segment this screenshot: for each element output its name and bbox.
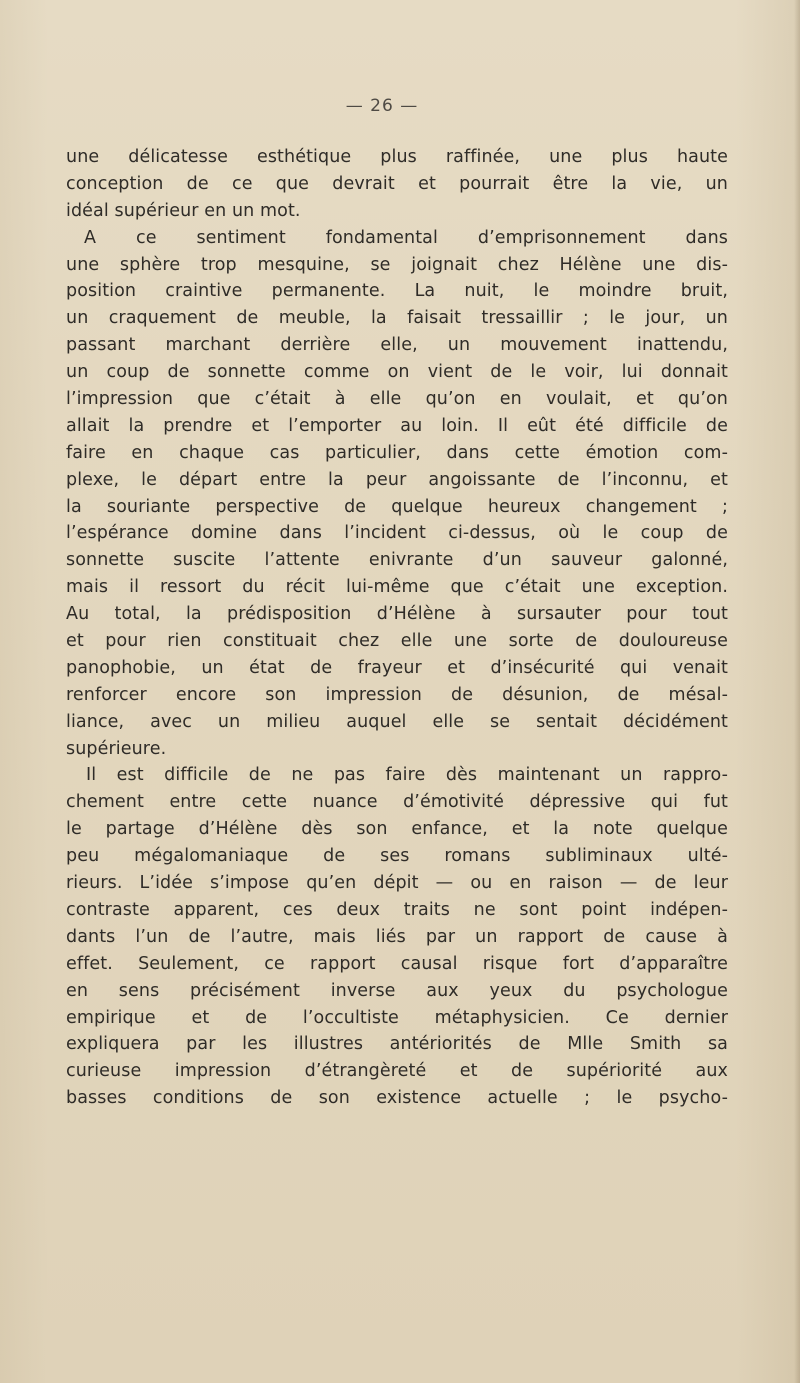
text-line: un coup de sonnette comme on vient de le voir, lui donnait — [66, 362, 728, 383]
text-line: chement entre cette nuance d’émotivité dépressive qui fut — [66, 792, 728, 813]
text-line: empirique et de l’occultiste métaphysicien. Ce dernier — [66, 1007, 728, 1028]
text-line: une sphère trop mesquine, se joignait chez Hélène une dis- — [66, 254, 728, 275]
body-text — [66, 144, 728, 1112]
text-line: allait la prendre et l’emporter au loin. Il eût été difficile de — [66, 415, 728, 436]
text-line: Il est difficile de ne pas faire dès maintenant un rappro- — [86, 765, 728, 786]
text-line: curieuse impression d’étrangèreté et de supériorité aux — [66, 1061, 728, 1082]
text-line: l’espérance domine dans l’incident ci-dessus, où le coup de — [66, 523, 728, 544]
text-line: idéal supérieur en un mot. — [66, 200, 301, 221]
text-line: panophobie, un état de frayeur et d’insécurité qui venait — [66, 657, 728, 678]
text-line: sonnette suscite l’attente enivrante d’un sauveur galonné, — [66, 550, 728, 571]
page-number: — 26 — — [345, 96, 419, 116]
page-edge-shadow — [794, 0, 800, 1383]
text-line: dants l’un de l’autre, mais liés par un rapport de cause à — [66, 926, 728, 947]
text-line: l’impression que c’était à elle qu’on en voulait, et qu’on — [66, 389, 728, 410]
text-line: faire en chaque cas particulier, dans cette émotion com- — [66, 442, 728, 463]
text-line: plexe, le départ entre la peur angoissante de l’inconnu, et — [66, 469, 728, 490]
text-line: supérieure. — [66, 738, 167, 759]
text-line: basses conditions de son existence actuelle ; le psycho- — [66, 1088, 728, 1109]
text-line: effet. Seulement, ce rapport causal risque fort d’apparaître — [66, 953, 728, 974]
text-line: la souriante perspective de quelque heureux changement ; — [66, 496, 728, 517]
text-line: mais il ressort du récit lui-même que c’était une exception. — [66, 577, 728, 598]
text-line: Au total, la prédisposition d’Hélène à sursauter pour tout — [66, 604, 728, 625]
text-line: et pour rien constituait chez elle une sorte de douloureuse — [66, 631, 728, 652]
text-line: A ce sentiment fondamental d’emprisonnement dans — [84, 227, 728, 248]
text-line: rieurs. L’idée s’impose qu’en dépit — ou en raison — de leur — [66, 873, 728, 894]
text-line: renforcer encore son impression de désunion, de mésal- — [66, 684, 728, 705]
text-line: expliquera par les illustres antériorités de Mlle Smith sa — [66, 1034, 728, 1055]
text-line: position craintive permanente. La nuit, le moindre bruit, — [66, 281, 728, 302]
text-line: liance, avec un milieu auquel elle se sentait décidément — [66, 711, 728, 732]
text-line: passant marchant derrière elle, un mouvement inattendu, — [66, 335, 728, 356]
text-line: en sens précisément inverse aux yeux du psychologue — [66, 980, 728, 1001]
text-line: peu mégalomaniaque de ses romans subliminaux ulté- — [66, 846, 728, 867]
text-line: un craquement de meuble, la faisait tressaillir ; le jour, un — [66, 308, 728, 329]
text-line: conception de ce que devrait et pourrait être la vie, un — [66, 173, 728, 194]
text-line: le partage d’Hélène dès son enfance, et la note quelque — [66, 819, 728, 840]
text-line: contraste apparent, ces deux traits ne sont point indépen- — [66, 899, 728, 920]
text-line: une délicatesse esthétique plus raffinée, une plus haute — [66, 147, 728, 167]
